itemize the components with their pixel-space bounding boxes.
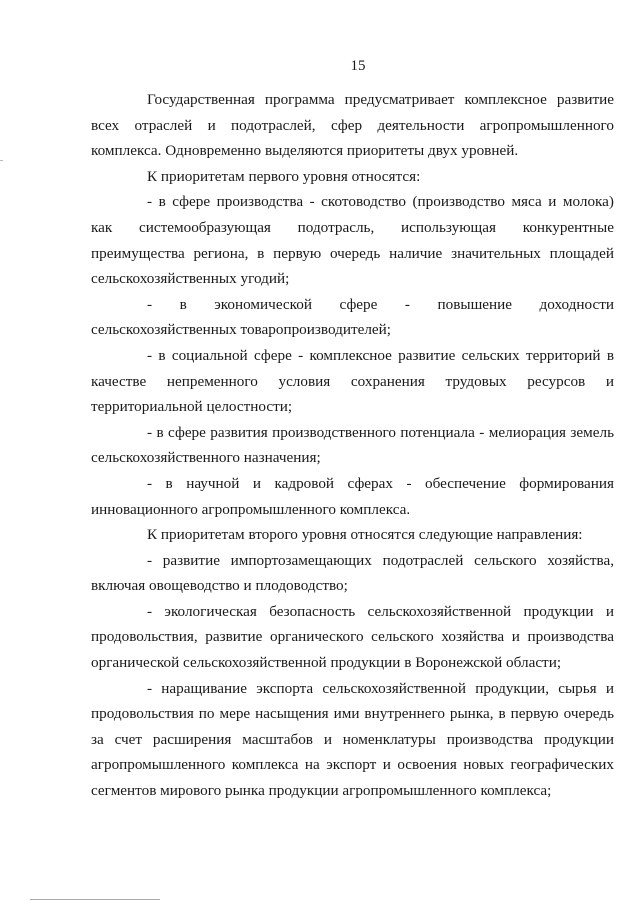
list-item-production: - в сфере производства - скотоводство (производство мяса и молока) как системообразующая подотрасль, использующая конкурентные преимущества региона, в первую очередь наличие значительных площадей сельскохозяйственных угодий; [91, 193, 614, 288]
list-item-scientific: - в научной и кадровой сферах - обеспечение формирования инновационного агропромышленного комплекса. [91, 474, 614, 518]
list-item-economic: - в экономической сфере - повышение доходности сельскохозяйственных товаропроизводителей; [91, 295, 614, 339]
paragraph-intro: Государственная программа предусматривает комплексное развитие всех отраслей и подотраслей, сфер деятельности агропромышленного комплекса. Одновременно выделяются приоритеты двух уровней. [91, 91, 614, 160]
list-item-production-potential: - в сфере развития производственного потенциала - мелиорация земель сельскохозяйственного назначения; [91, 423, 614, 467]
scan-edge-mark [0, 160, 3, 161]
paragraph-first-level-heading: К приоритетам первого уровня относятся: [147, 167, 421, 185]
page-number: 15 [350, 58, 366, 74]
list-item-import-substitution: - развитие импортозамещающих подотраслей сельского хозяйства, включая овощеводство и плодоводство; [91, 551, 614, 595]
list-item-social: - в социальной сфере - комплексное развитие сельских территорий в качестве непременного условия сохранения трудовых ресурсов и территориальной целостности; [91, 346, 614, 416]
document-body [91, 87, 614, 804]
paragraph-second-level-heading: К приоритетам второго уровня относятся следующие направления: [147, 526, 583, 544]
list-item-ecological-safety: - экологическая безопасность сельскохозяйственной продукции и продовольствия, развитие органического сельского хозяйства и производства органической сельскохозяйственной продукции в Воронежской области; [91, 602, 614, 672]
list-item-export: - наращивание экспорта сельскохозяйственной продукции, сырья и продовольствия по мере насыщения ими внутреннего рынка, в первую очередь за счет расширения масштабов и номенклатуры производства продукции агропромышленного комплекса на экспорт и освоения новых географических сегментов мирового рынка продукции агропромышленного комплекса; [91, 679, 614, 800]
bottom-rule [30, 899, 160, 900]
